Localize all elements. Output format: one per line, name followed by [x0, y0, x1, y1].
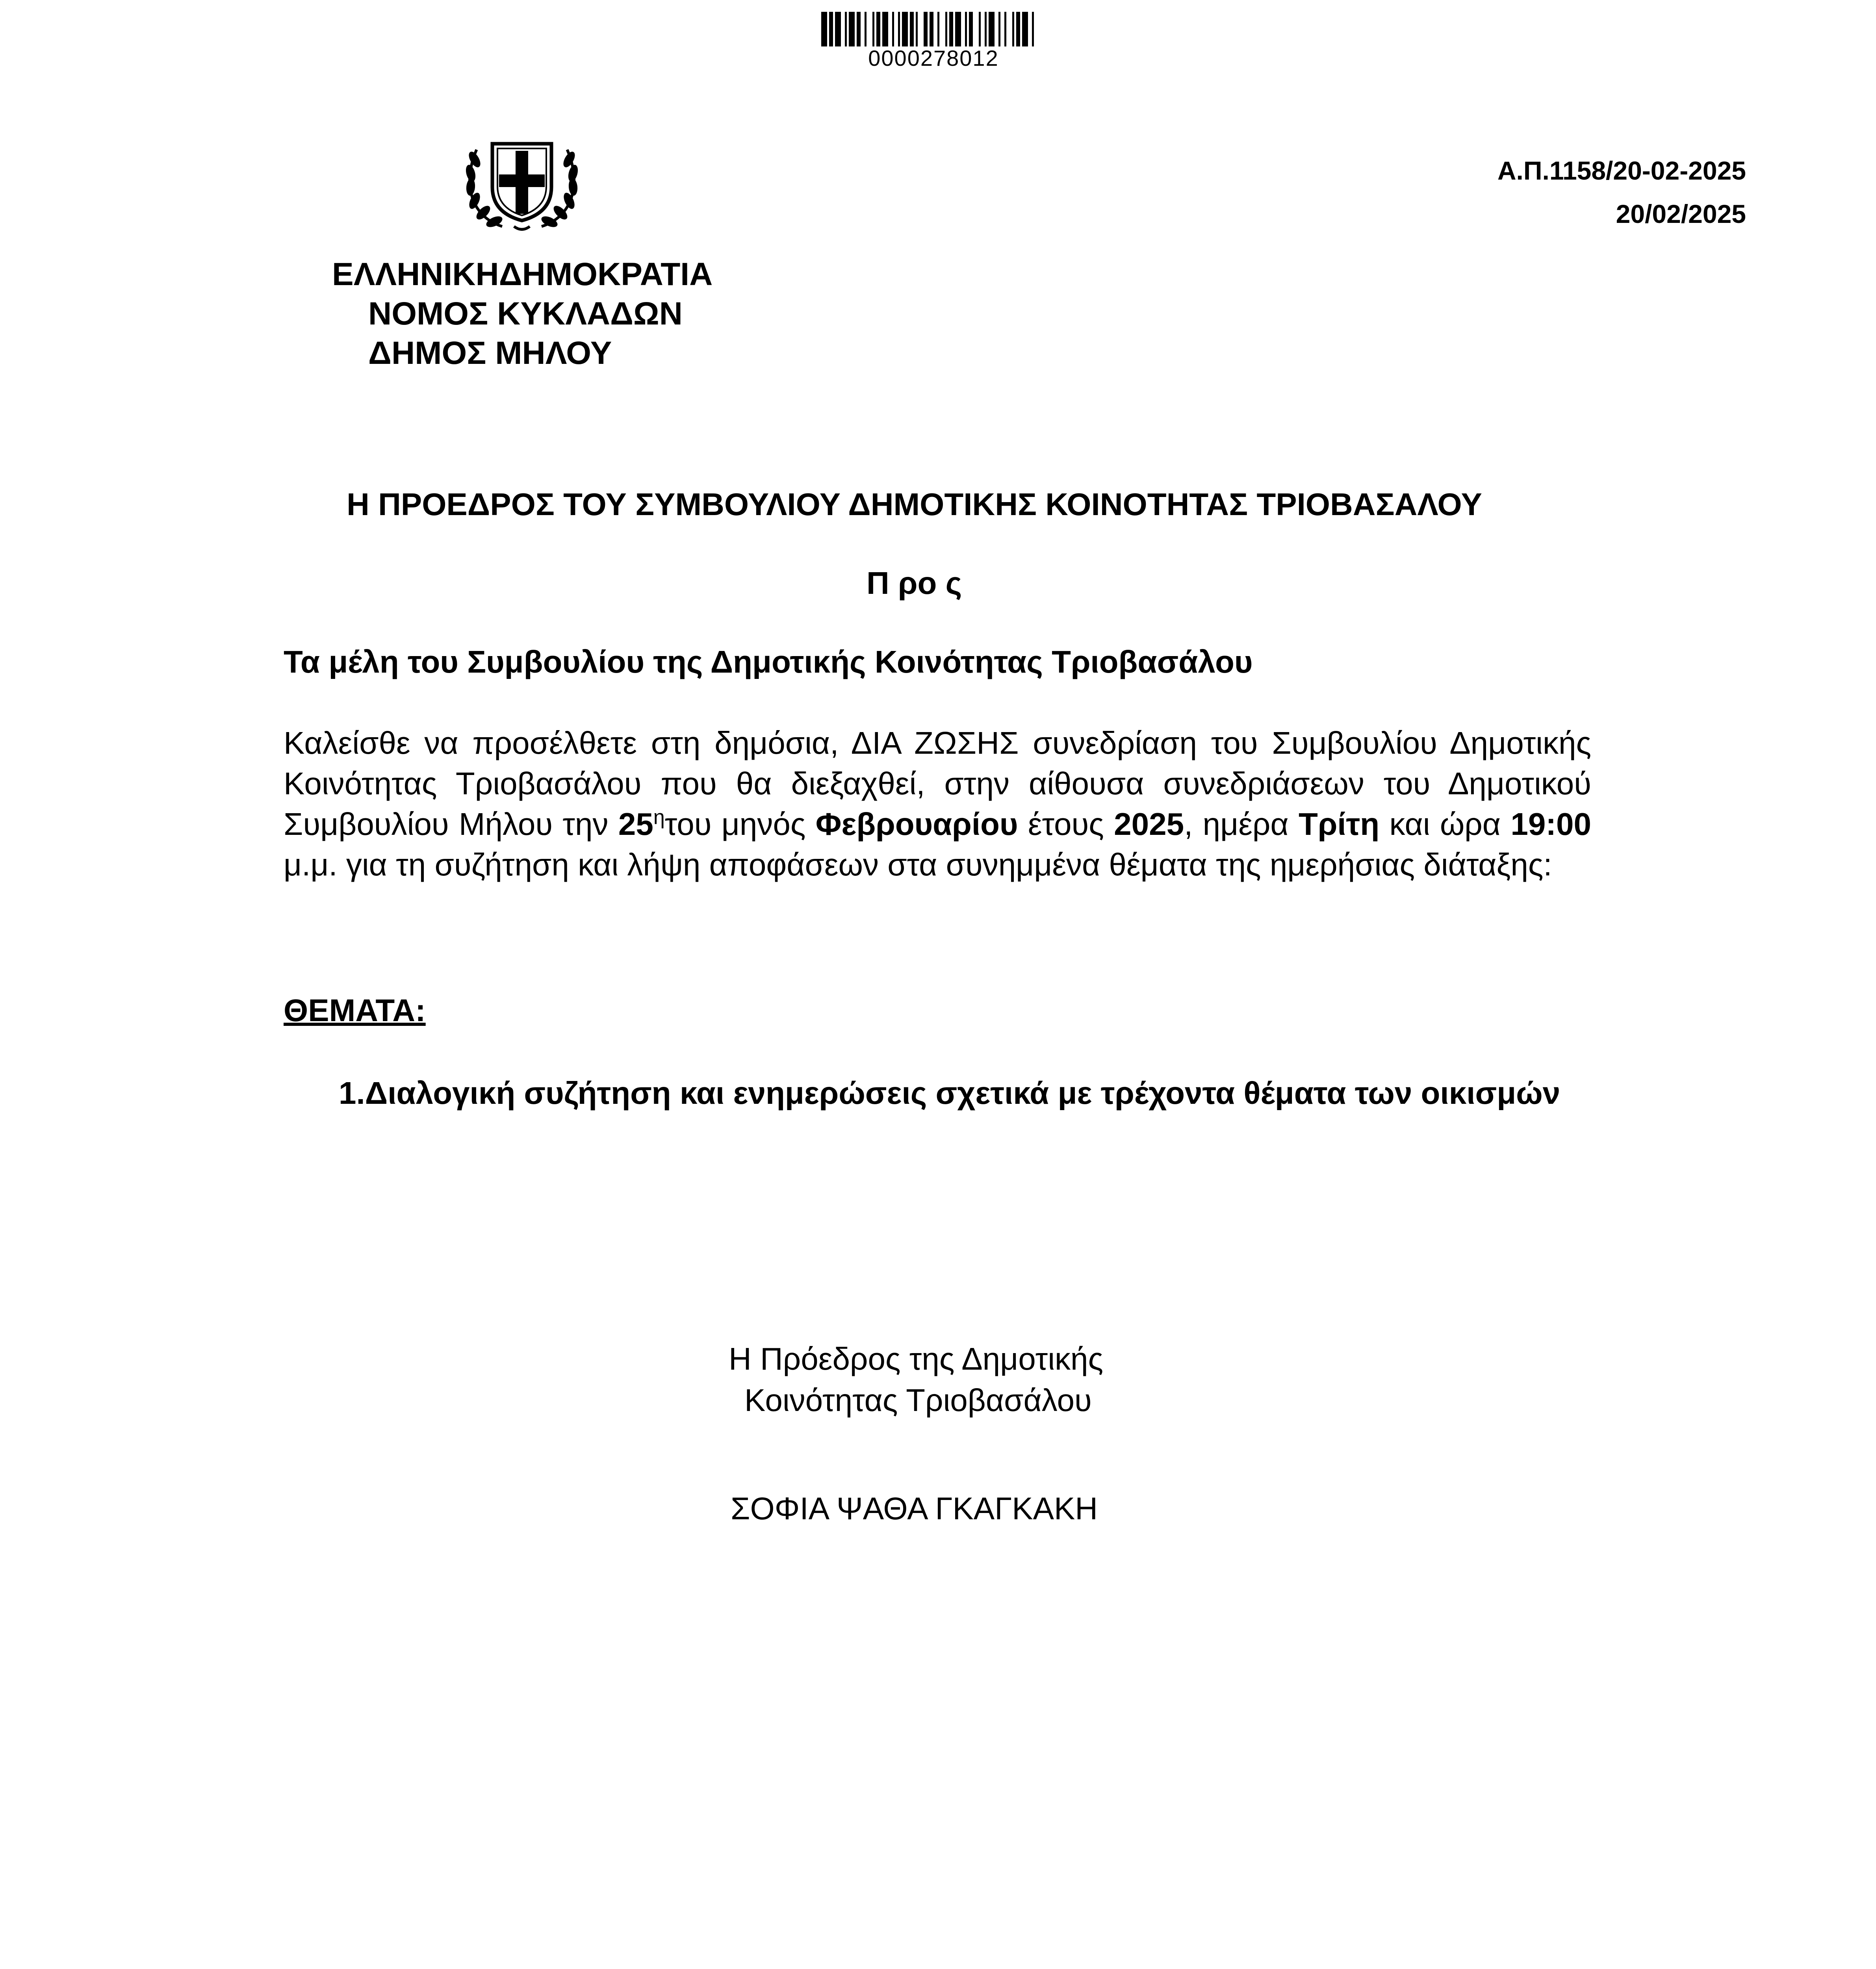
barcode-bar	[882, 12, 888, 46]
body-text: Καλείσθε να προσέλθετε στη δημόσια, ΔΙΑ ΖΩΣΗΣ συνεδρίαση του Συμβουλίου Δημοτικής Κοινότητας Τριοβασάλου που θα διεξαχθεί, στην αίθουσα συνεδριάσεων του Δημοτικού Συμβουλίου Μήλου την	[284, 725, 1591, 842]
body-text: έτους	[1018, 807, 1114, 842]
signatory-role: Η Πρόεδρος της Δημοτικής	[729, 1341, 1104, 1376]
barcode-bar	[965, 12, 967, 46]
barcode-bar	[924, 12, 928, 46]
body-text: μ.μ. για τη συζήτηση και λήψη αποφάσεων στα συνημμένα θέματα της ημερήσιας διάταξης:	[284, 847, 1552, 882]
meeting-time: 19:00	[1510, 807, 1592, 842]
barcode-bar	[872, 12, 874, 46]
barcode-bar	[989, 12, 995, 46]
signatory-role: Κοινότητας Τριοβασάλου	[744, 1383, 1092, 1418]
body-text: και ώρα	[1379, 807, 1511, 842]
barcode-bar	[865, 12, 867, 46]
barcode-bar	[857, 12, 861, 46]
document-date: 20/02/2025	[1616, 199, 1746, 228]
meeting-day: 25	[618, 807, 653, 842]
barcode-bar	[910, 12, 914, 46]
barcode-bar	[937, 12, 939, 46]
barcode-bar	[969, 12, 973, 46]
barcode-bar	[892, 12, 894, 46]
barcode-bar	[876, 12, 880, 46]
barcode-bar	[998, 12, 1000, 46]
invitation-paragraph	[284, 723, 1591, 885]
meeting-month: Φεβρουαρίου	[815, 807, 1018, 842]
barcode-bar	[829, 12, 833, 46]
barcode	[821, 12, 1046, 46]
header-municipality: ΔΗΜΟΣ ΜΗΛΟΥ	[368, 335, 612, 371]
barcode-bar	[845, 12, 847, 46]
to-label: Π ρο ς	[867, 565, 962, 601]
body-text: του μηνός	[664, 807, 816, 842]
meeting-year: 2025	[1114, 807, 1184, 842]
recipients: Τα μέλη του Συμβουλίου της Δημοτικής Κοινότητας Τριοβασάλου	[284, 644, 1253, 679]
topics-heading: ΘΕΜΑΤΑ:	[284, 993, 426, 1028]
header-country: ΕΛΛΗΝΙΚΗΔΗΜΟΚΡΑΤΙΑ	[332, 256, 713, 292]
barcode-bar	[1032, 12, 1034, 46]
barcode-bar	[985, 12, 987, 46]
barcode-bar	[1022, 12, 1028, 46]
meeting-weekday: Τρίτη	[1298, 807, 1380, 842]
greek-coat-of-arms-icon	[455, 128, 589, 234]
barcode-bar	[1012, 12, 1014, 46]
barcode-bar	[898, 12, 900, 46]
barcode-bar	[916, 12, 918, 46]
barcode-bar	[821, 12, 827, 46]
barcode-bar	[955, 12, 961, 46]
topic-item: 1.Διαλογική συζήτηση και ενημερώσεις σχετικά με τρέχοντα θέματα των οικισμών	[339, 1075, 1561, 1111]
barcode-bar	[902, 12, 908, 46]
barcode-bar	[1004, 12, 1006, 46]
document-title: Η ΠΡΟΕΔΡΟΣ ΤΟΥ ΣΥΜΒΟΥΛΙΟΥ ΔΗΜΟΤΙΚΗΣ ΚΟΙΝΟΤΗΤΑΣ ΤΡΙΟΒΑΣΑΛΟΥ	[347, 487, 1482, 522]
barcode-bar	[979, 12, 981, 46]
barcode-bar	[849, 12, 855, 46]
header-prefecture: ΝΟΜΟΣ ΚΥΚΛΑΔΩΝ	[368, 296, 683, 332]
protocol-number: Α.Π.1158/20-02-2025	[1497, 156, 1746, 185]
barcode-bar	[835, 12, 841, 46]
barcode-bar	[930, 12, 933, 46]
body-text: , ημέρα	[1184, 807, 1299, 842]
barcode-number: 0000278012	[868, 46, 999, 70]
barcode-bar	[1016, 12, 1020, 46]
barcode-bar	[945, 12, 947, 46]
signatory-name: ΣΟΦΙΑ ΨΑΘΑ ΓΚΑΓΚΑΚΗ	[731, 1491, 1098, 1526]
barcode-bar	[949, 12, 953, 46]
meeting-day-suffix: η	[653, 806, 665, 829]
